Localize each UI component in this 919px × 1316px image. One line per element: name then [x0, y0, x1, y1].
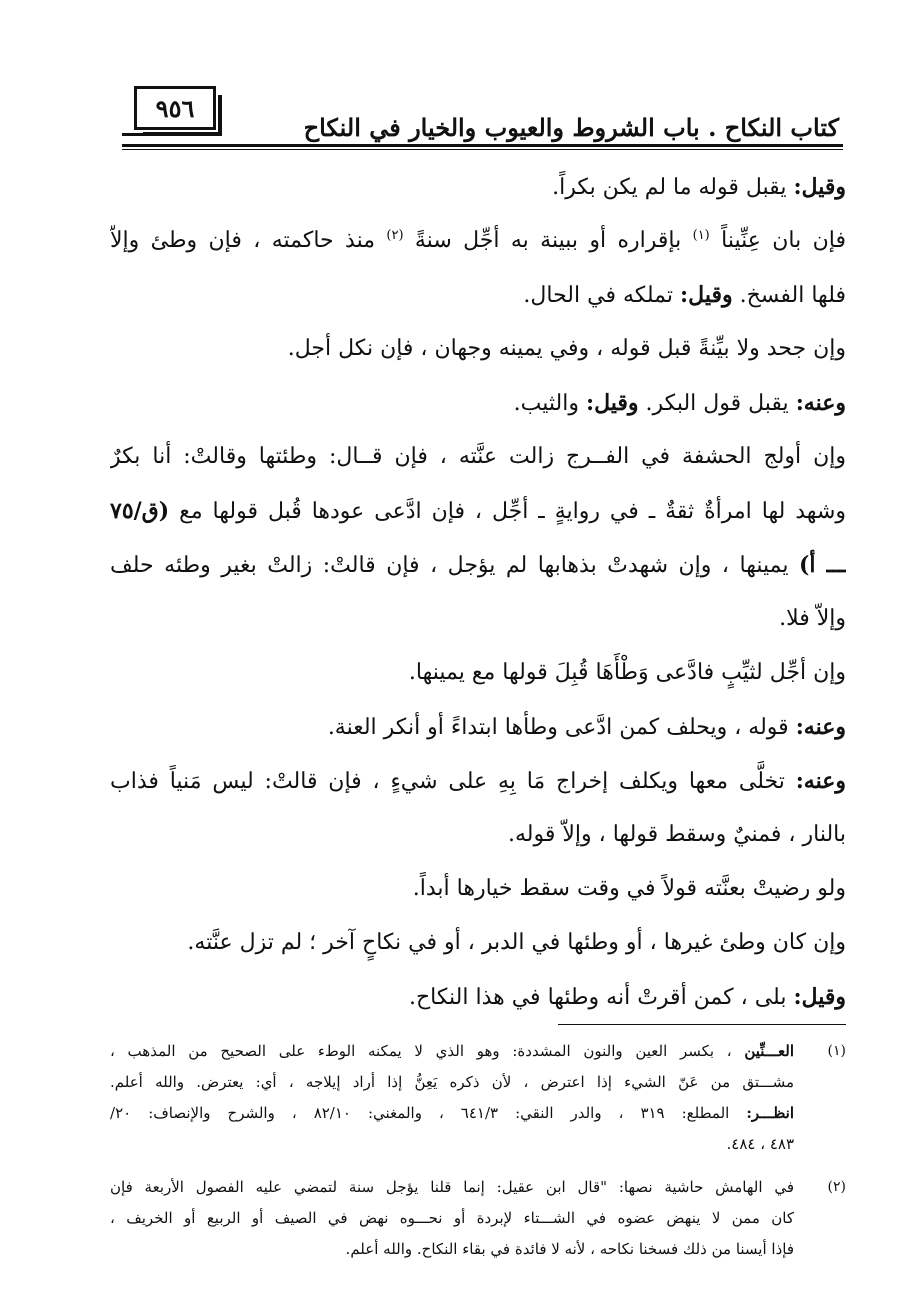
bold-term: وعنه:	[795, 390, 846, 416]
text-line-4: وإن جحد ولا بيِّنةً قبل قوله ، وفي يمينه وجهان ، فإن نكل أجل.	[287, 336, 846, 361]
text-line-9: وإلاّ فلا.	[779, 606, 846, 631]
footnote-ref-2[interactable]: (٢)	[386, 228, 404, 243]
text-line-8	[110, 538, 846, 592]
running-title: كتاب النكاح . باب الشروط والعيوب والخيار في النكاح	[303, 113, 839, 142]
bold-term: وقيل:	[680, 282, 733, 308]
header-dash-left	[122, 133, 158, 136]
text-span: تملكه في الحال.	[523, 283, 681, 308]
text-span: وشهد لها امرأةٌ ثقةٌ ـ في روايةٍ ـ أجِّل ، فإن ادَّعى عودها قُبل قولها مع	[169, 499, 846, 524]
text-line-10: وإن أجِّل لثيِّبٍ فادَّعى وَطْأَهَا قُبِلَ قولها مع يمينها.	[408, 660, 846, 685]
page-number: ٩٥٦	[155, 93, 195, 123]
text-line-5	[110, 376, 846, 430]
text-line-6: وإن أولج الحشفة في الفــرج زالت عنَّته ، فإن قــال: وطئتها وقالتْ: أنا بكرٌ	[110, 444, 846, 469]
footnote-number: (١)	[827, 1043, 846, 1059]
bold-term: انظـــر:	[746, 1104, 794, 1122]
footnote-ref-1[interactable]: (١)	[692, 228, 710, 243]
header-rule-thin	[122, 149, 843, 150]
bold-term: وقيل:	[793, 174, 846, 200]
text-line-11	[110, 700, 846, 754]
text-span: ، بكسر العين والنون المشددة: وهو الذي لا يمكنه الوطء على الصحيح من المذهب ،	[110, 1042, 745, 1060]
footnote-1	[110, 1036, 846, 1160]
manuscript-ref: ـــ أ)	[798, 552, 846, 578]
header-rule	[122, 144, 843, 147]
text-span: والثيب.	[513, 391, 586, 416]
text-span: فإن بان عِنِّيناً	[709, 228, 846, 253]
text-line-12	[110, 754, 846, 808]
text-span: بإقراره أو ببينة به أجِّل سنةً	[403, 228, 693, 253]
text-line-1	[110, 160, 846, 214]
footnote-line	[110, 1098, 794, 1129]
footnote-line: فإذا أيسنا من ذلك فسخنا نكاحه ، لأنه لا فائدة في بقاء النكاح. والله أعلم.	[345, 1240, 794, 1258]
text-span: يقبل قوله ما لم يكن بكراً.	[552, 175, 794, 200]
text-span: بلى ، كمن أقرتْ أنه وطئها في هذا النكاح.	[408, 985, 794, 1010]
text-span: فلها الفسخ.	[732, 283, 846, 308]
text-line-2	[110, 214, 846, 268]
footnote-line: مشـــتق من عَنّ الشيء إذا اعترض ، لأن ذكره يَعِنُّ إذا أراد إيلاجه ، أي: يعترض. والله أعلم.	[110, 1073, 794, 1091]
manuscript-ref: (ق/٧٥	[110, 498, 170, 524]
text-span: قوله ، ويحلف كمن ادَّعى وطأها ابتداءً أو أنكر العنة.	[327, 715, 796, 740]
text-span: يمينها ، وإن شهدتْ بذهابها لم يؤجل ، فإن قالتْ: زالتْ بغير وطئه حلف	[110, 553, 799, 578]
text-line-3	[110, 268, 846, 322]
bold-term: وعنه:	[795, 768, 846, 794]
footnote-2	[110, 1172, 846, 1265]
text-line-13: بالنار ، فمنيٌ وسقط قولها ، وإلاّ قوله.	[507, 822, 846, 847]
footnote-number: (٢)	[827, 1179, 846, 1195]
bold-term: العـــنِّين	[744, 1042, 794, 1060]
footnote-line: ٤٨٣ ، ٤٨٤.	[726, 1135, 794, 1153]
text-span: تخلَّى معها ويكلف إخراج مَا بِهِ على شيءٍ ، فإن قالتْ: ليس مَنياً فذاب	[110, 769, 796, 794]
footnote-separator	[558, 1024, 846, 1025]
text-line-14: ولو رضيتْ بعنَّته قولاً في وقت سقط خيارها أبداً.	[412, 876, 846, 901]
text-span: يقبل قول البكر.	[638, 391, 796, 416]
footnotes	[110, 1036, 846, 1265]
text-line-16	[110, 970, 846, 1024]
text-span: المطلع: ٣١٩ ، والدر النقي: ٦٤١/٣ ، والمغني: ٨٢/١٠ ، والشرح والإنصاف: ٢٠/	[110, 1104, 747, 1122]
bold-term: وقيل:	[793, 984, 846, 1010]
text-line-15: وإن كان وطئ غيرها ، أو وطئها في الدبر ، أو في نكاحٍ آخر ؛ لم تزل عنَّته.	[187, 930, 846, 955]
text-line-7	[110, 484, 846, 538]
bold-term: وعنه:	[795, 714, 846, 740]
main-text	[110, 160, 846, 1024]
footnote-line: في الهامش حاشية نصها: "قال ابن عقيل: إنما قلنا يؤجل سنة لتمضي عليه الفصول الأربعة فإن	[110, 1178, 794, 1196]
footnote-line	[110, 1036, 794, 1067]
bold-term: وقيل:	[585, 390, 639, 416]
footnote-line: كان ممن لا ينهض عضوه في الشـــتاء لإبردة أو نحـــوه نهض في الصيف أو الربيع أو الخريف ،	[110, 1209, 794, 1227]
text-span: منذ حاكمته ، فإن وطئ وإلاّ	[110, 228, 387, 253]
